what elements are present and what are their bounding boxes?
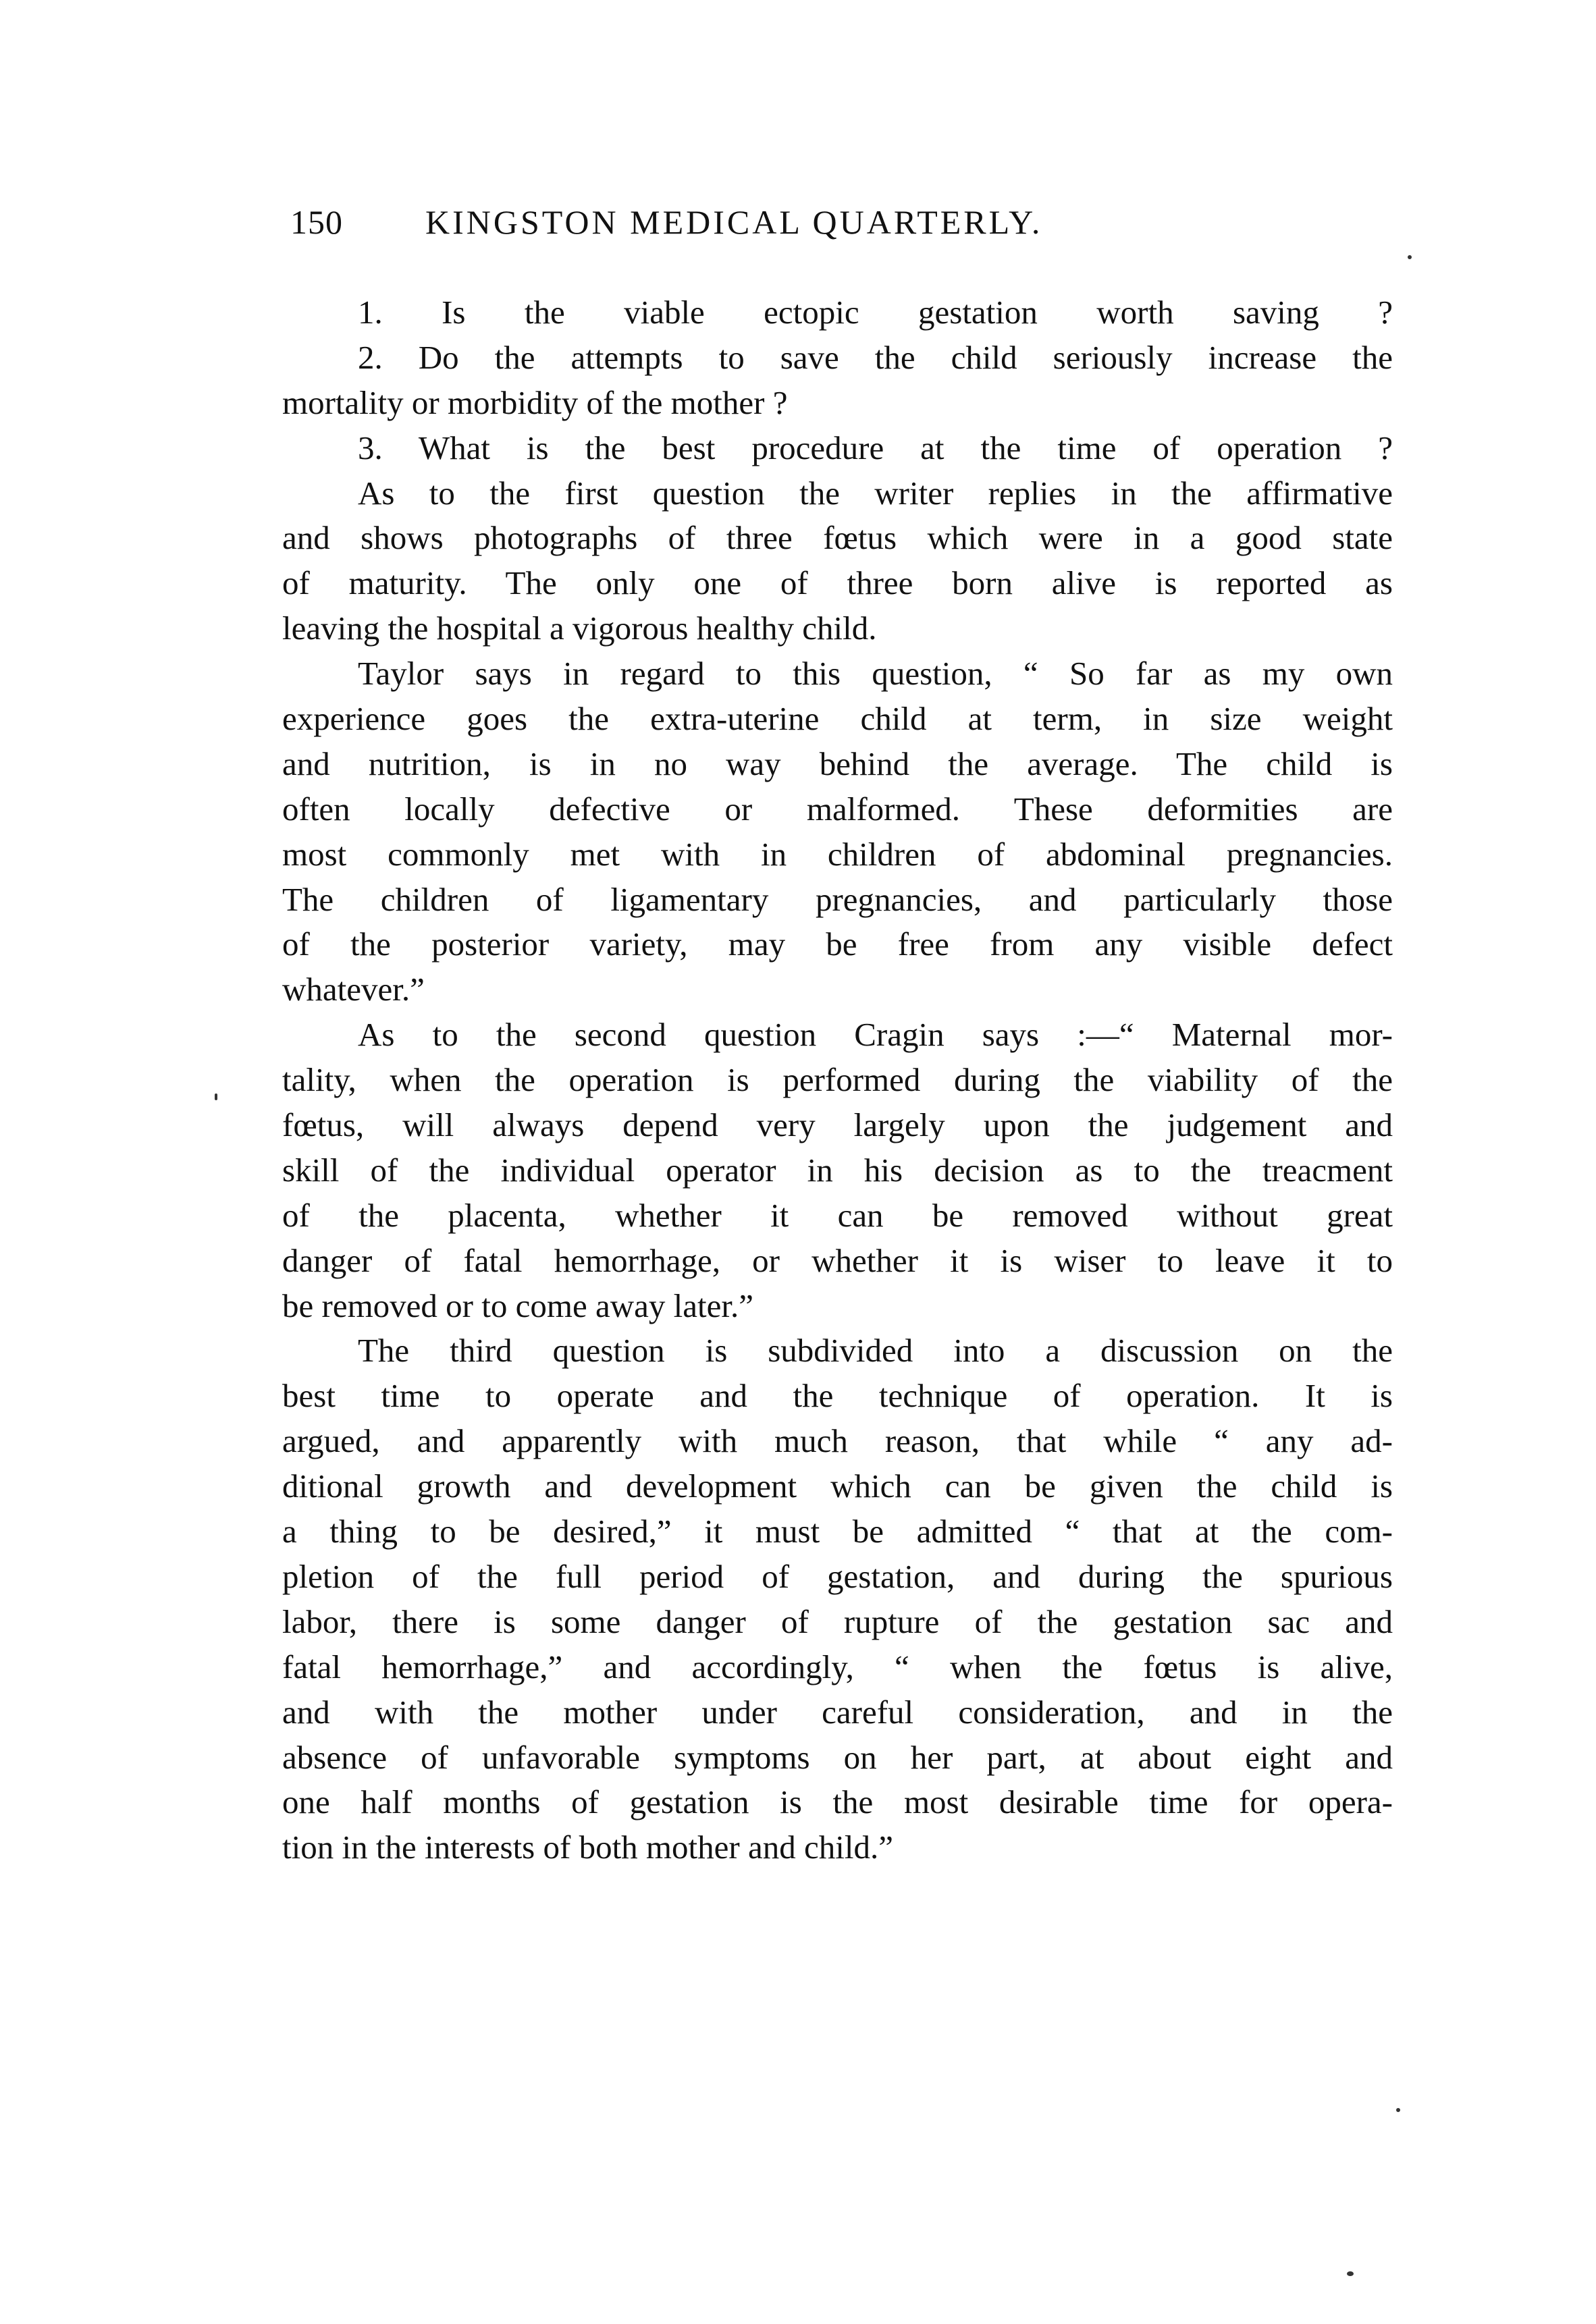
question-item-1: 1. Is the viable ectopic gestation worth saving ? bbox=[358, 294, 1393, 331]
text-line: ditional growth and development which can be given the child is bbox=[282, 1467, 1393, 1505]
text-line: absence of unfavorable symptoms on her part, at about eight and bbox=[282, 1738, 1393, 1776]
text-line: The children of ligamentary pregnancies, and particularly those bbox=[282, 880, 1393, 918]
text-line: fatal hemorrhage,” and accordingly, “ when the fœtus is alive, bbox=[282, 1648, 1393, 1685]
text-line: tion in the interests of both mother and child.” bbox=[282, 1829, 893, 1866]
scan-speck bbox=[1408, 255, 1412, 259]
text-line: of the placenta, whether it can be removed without great bbox=[282, 1196, 1393, 1234]
text-line: labor, there is some danger of rupture of the gestation sac and bbox=[282, 1602, 1393, 1640]
text-line: one half months of gestation is the most desirable time for opera- bbox=[282, 1783, 1393, 1821]
running-head bbox=[290, 202, 1404, 256]
text-line: danger of fatal hemorrhage, or whether it is wiser to leave it to bbox=[282, 1241, 1393, 1279]
text-line: best time to operate and the technique of operation. It is bbox=[282, 1377, 1393, 1415]
text-line: most commonly met with in children of abdominal pregnancies. bbox=[282, 835, 1393, 873]
paragraph-taylor: Taylor says in regard to this question, “ So far as my own bbox=[358, 655, 1393, 693]
scan-speck bbox=[1396, 2108, 1400, 2112]
text-line: and nutrition, is in no way behind the average. The child is bbox=[282, 745, 1393, 782]
text-line: of maturity. The only one of three born alive is reported as bbox=[282, 564, 1393, 602]
paragraph-third-question: The third question is subdivided into a discussion on the bbox=[358, 1332, 1393, 1370]
scan-speck bbox=[1347, 2271, 1354, 2276]
text-line: leaving the hospital a vigorous healthy child. bbox=[282, 610, 877, 647]
journal-title: KINGSTON MEDICAL QUARTERLY. bbox=[425, 203, 1043, 241]
text-line: skill of the individual operator in his decision as to the treacment bbox=[282, 1151, 1393, 1189]
scan-speck bbox=[215, 1093, 217, 1100]
text-line: often locally defective or malformed. These deformities are bbox=[282, 790, 1393, 828]
text-line: fœtus, will always depend very largely upon the judgement and bbox=[282, 1106, 1393, 1144]
text-line: and with the mother under careful consideration, and in the bbox=[282, 1693, 1393, 1731]
text-line: experience goes the extra-uterine child at term, in size weight bbox=[282, 700, 1393, 738]
page-number: 150 bbox=[290, 203, 343, 241]
text-line: pletion of the full period of gestation, and during the spurious bbox=[282, 1557, 1393, 1595]
text-line: whatever.” bbox=[282, 971, 425, 1008]
text-line: be removed or to come away later.” bbox=[282, 1287, 753, 1324]
paragraph-second-question: As to the second question Cragin says :—“ Maternal mor- bbox=[358, 1016, 1393, 1054]
body-text bbox=[282, 290, 1393, 1870]
text-line: mortality or morbidity of the mother ? bbox=[282, 383, 788, 421]
paragraph-first-question: As to the first question the writer replies in the affirmative bbox=[358, 474, 1393, 512]
text-line: a thing to be desired,” it must be admitted “ that at the com- bbox=[282, 1513, 1393, 1550]
question-item-2: 2. Do the attempts to save the child seriously increase the bbox=[358, 338, 1393, 376]
text-line: tality, when the operation is performed during the viability of the bbox=[282, 1061, 1393, 1099]
text-line: and shows photographs of three fœtus which were in a good state bbox=[282, 519, 1393, 557]
text-line: of the posterior variety, may be free from any visible defect bbox=[282, 925, 1393, 963]
question-item-3: 3. What is the best procedure at the time of operation ? bbox=[358, 429, 1393, 466]
text-line: argued, and apparently with much reason, that while “ any ad- bbox=[282, 1422, 1393, 1460]
